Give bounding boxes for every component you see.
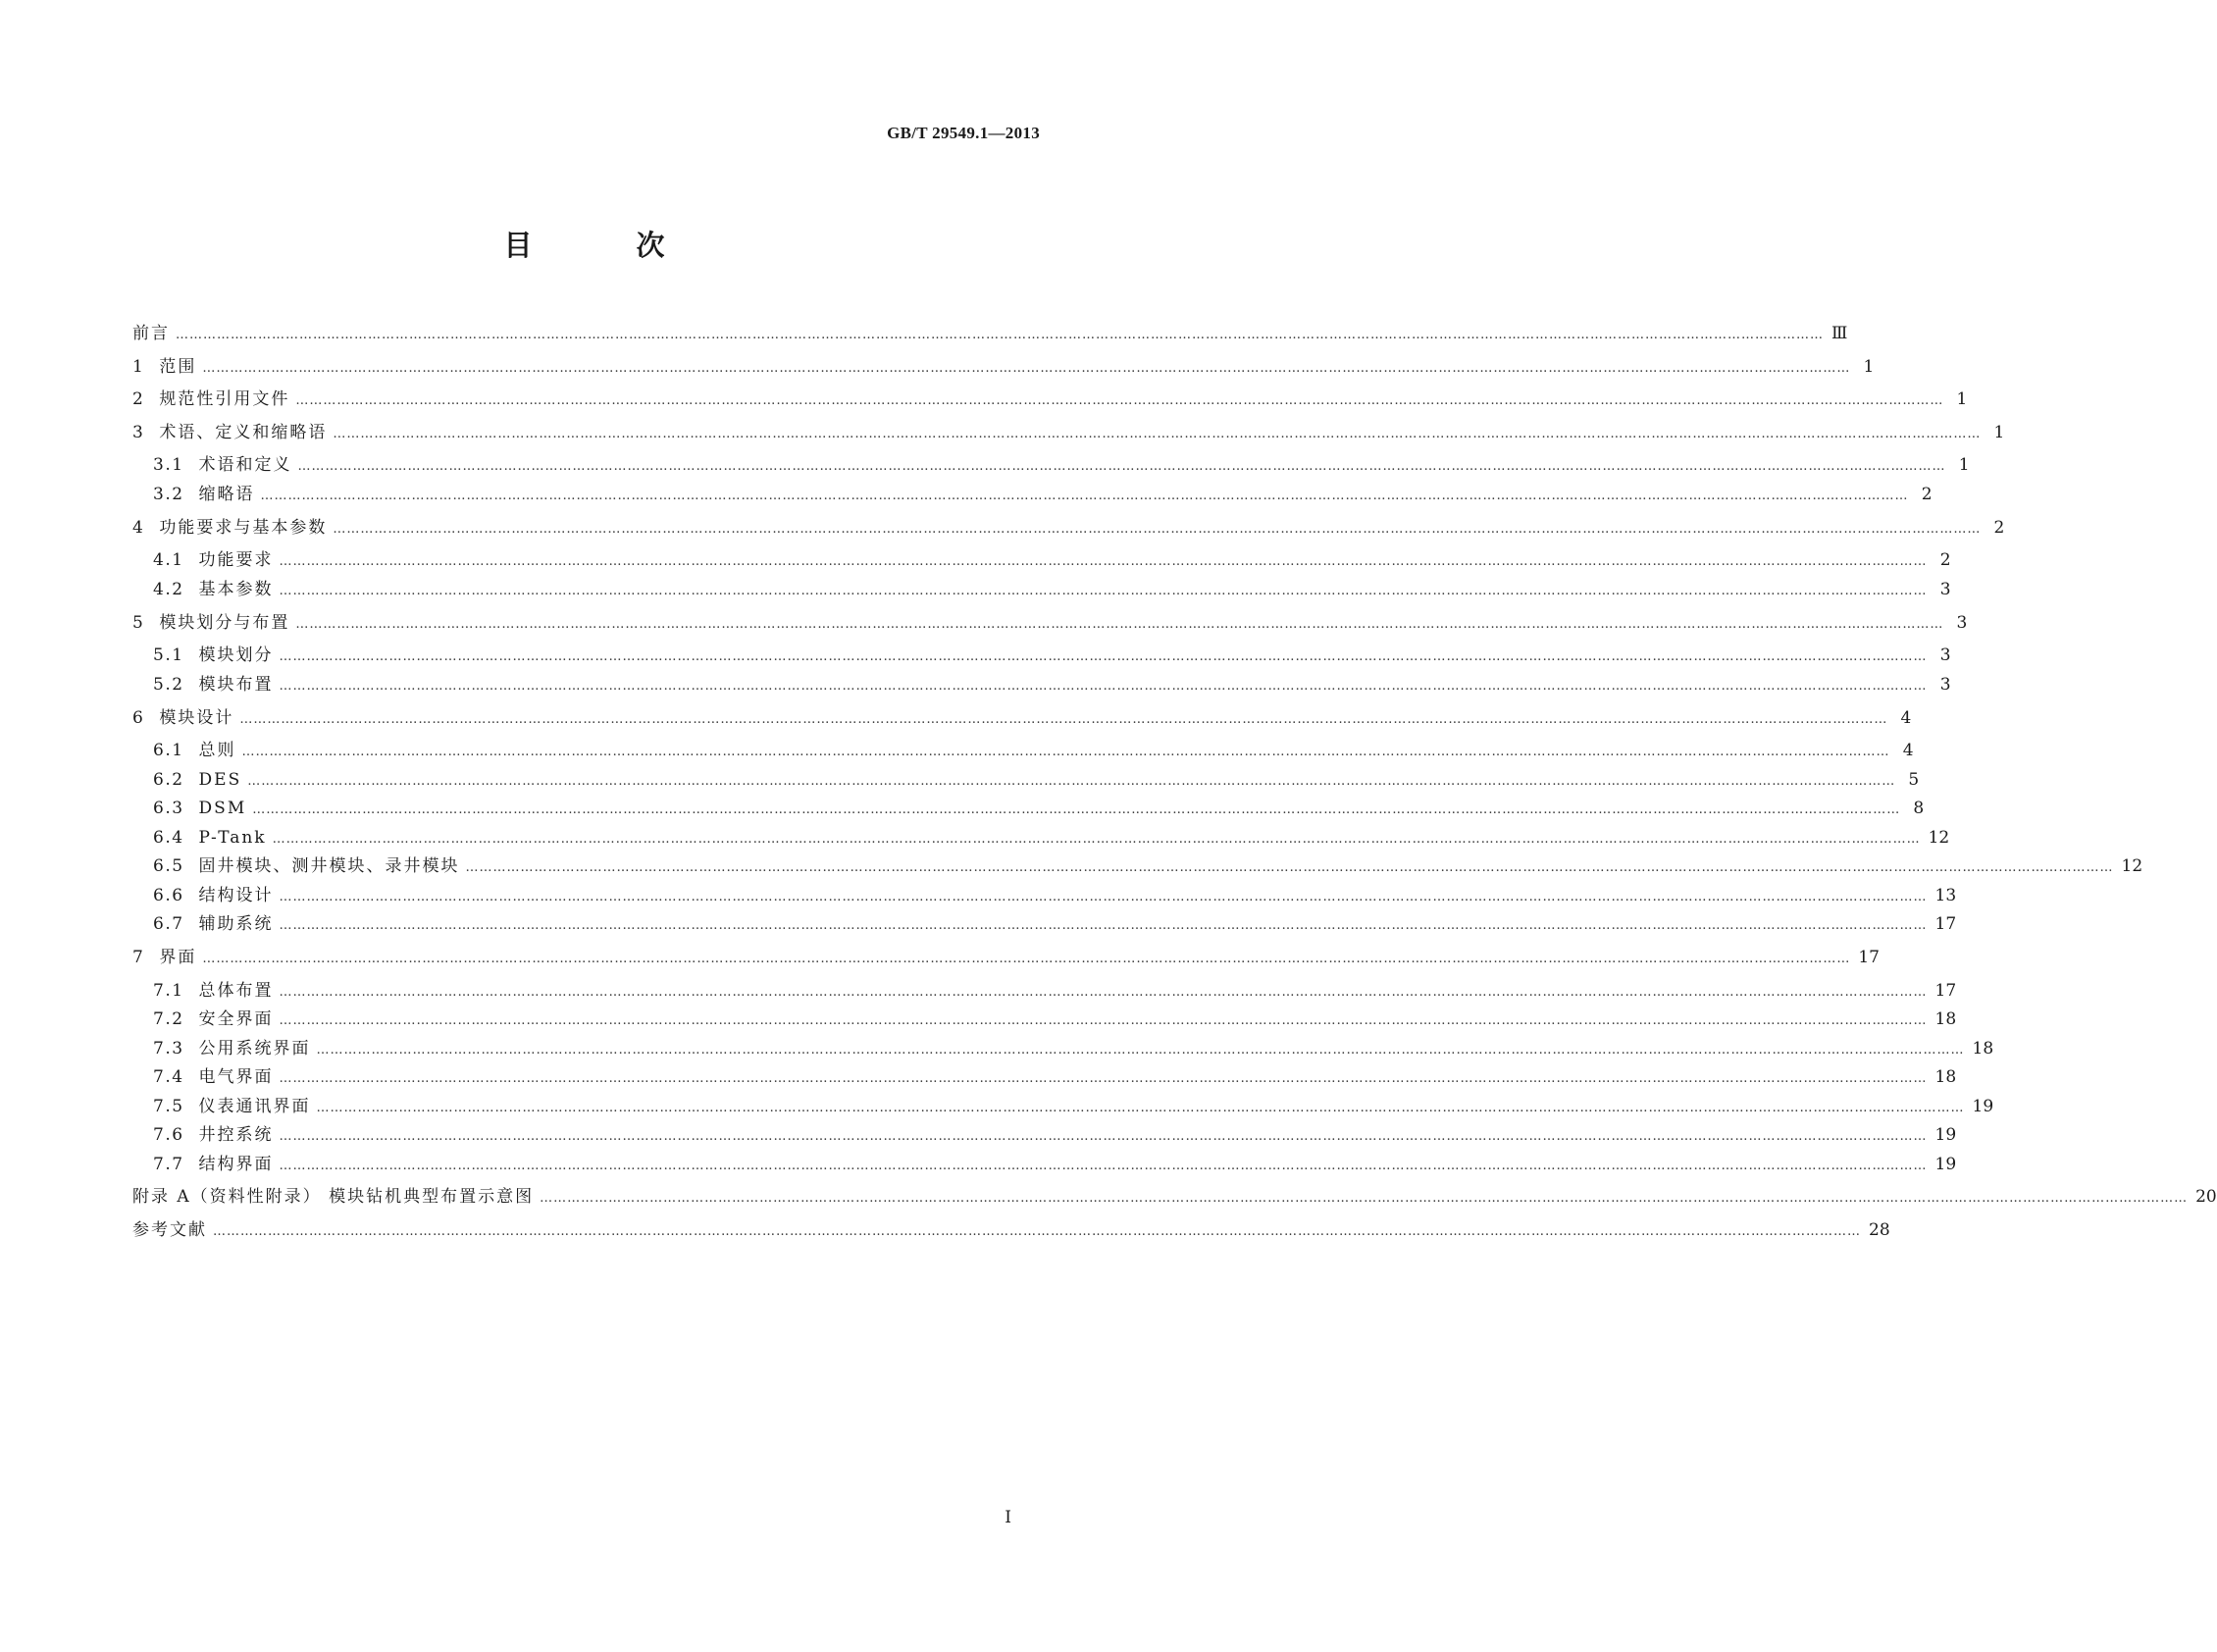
toc-entry-number: 7.2 [153, 1009, 184, 1029]
toc-entry-number: 7 [132, 948, 145, 967]
toc-entry-label: 结构界面 [198, 1155, 274, 1174]
toc-entry[interactable] [132, 1218, 1890, 1242]
toc-entry[interactable] [132, 826, 1950, 850]
toc-dot-leader: ……………………………………………………………………………………………………………………………………………………………………………………………………………………………………………………………………………………………………………………………… [213, 1224, 1861, 1239]
toc-dot-leader: ……………………………………………………………………………………………………………………………………………………………………………………………………………………………………………………………………………………………………………………………… [295, 617, 1944, 632]
toc-entry-number: 1 [132, 357, 145, 377]
toc-dot-leader: ……………………………………………………………………………………………………………………………………………………………………………………………………………………………………………………………………………………………………………………………… [279, 554, 1928, 569]
toc-entry-label: 功能要求 [198, 550, 274, 570]
toc-entry-page: 1 [1958, 455, 1970, 475]
toc-entry-label: 前言 [132, 324, 170, 343]
toc-entry-page: 19 [1972, 1097, 1994, 1116]
toc-entry-page: 4 [1902, 741, 1914, 760]
toc-entry-label: 模块划分 [198, 645, 274, 665]
toc-entry-label: 范围 [159, 357, 197, 377]
toc-entry[interactable] [132, 797, 1925, 820]
toc-entry-label: 辅助系统 [198, 914, 274, 934]
toc-entry[interactable] [132, 1095, 1994, 1118]
toc-entry-number: 7.6 [153, 1125, 184, 1145]
toc-entry[interactable] [132, 1153, 1957, 1176]
toc-entry-page: 20 [2195, 1187, 2217, 1207]
toc-entry-label: 模块划分与布置 [159, 613, 290, 633]
toc-entry-page: 1 [1993, 423, 2005, 442]
toc-entry-label: 缩略语 [198, 485, 255, 504]
toc-dot-leader: ……………………………………………………………………………………………………………………………………………………………………………………………………………………………………………………………………………………………………………………………… [176, 328, 1824, 342]
toc-entry-label: DES [198, 770, 242, 790]
toc-entry-label: 基本参数 [198, 580, 274, 599]
toc-entry-label: 仪表通讯界面 [198, 1097, 311, 1116]
toc-dot-leader: ……………………………………………………………………………………………………………………………………………………………………………………………………………………………………………………………………………………………………………………………… [465, 860, 2114, 875]
toc-entry[interactable] [132, 1185, 2217, 1209]
toc-entry-number: 7.4 [153, 1067, 184, 1087]
toc-entry-page: 4 [1900, 708, 1912, 728]
toc-dot-leader: ……………………………………………………………………………………………………………………………………………………………………………………………………………………………………………………………………………………………………………………………… [252, 802, 1901, 817]
toc-entry[interactable] [132, 1123, 1957, 1147]
toc-dot-leader: ……………………………………………………………………………………………………………………………………………………………………………………………………………………………………………………………………………………………………………………………… [297, 459, 1946, 474]
toc-dot-leader: ……………………………………………………………………………………………………………………………………………………………………………………………………………………………………………………………………………………………………………………………… [316, 1043, 1965, 1058]
toc-dot-leader: ……………………………………………………………………………………………………………………………………………………………………………………………………………………………………………………………………………………………………………………………… [279, 1071, 1928, 1086]
toc-entry-number: 6.3 [153, 799, 184, 818]
toc-entry-page: 2 [1993, 518, 2005, 538]
toc-entry-number: 4 [132, 518, 145, 538]
toc-entry[interactable] [132, 453, 1970, 477]
toc-entry[interactable] [132, 578, 1951, 601]
toc-entry-page: 28 [1869, 1220, 1890, 1240]
toc-entry[interactable] [132, 979, 1957, 1003]
toc-entry-number: 6.5 [153, 856, 184, 876]
toc-entry-label: 模块布置 [198, 675, 274, 695]
toc-dot-leader: ……………………………………………………………………………………………………………………………………………………………………………………………………………………………………………………………………………………………………………………………… [279, 985, 1928, 1000]
toc-dot-leader: ……………………………………………………………………………………………………………………………………………………………………………………………………………………………………………………………………………………………………………………………… [279, 649, 1928, 664]
toc-entry[interactable] [132, 1065, 1957, 1089]
toc-entry-label: P-Tank [198, 828, 267, 848]
toc-entry-page: 17 [1858, 948, 1880, 967]
toc-entry-label: 固井模块、测井模块、录井模块 [198, 856, 460, 876]
toc-entry-page: 19 [1934, 1125, 1957, 1145]
toc-entry-label: 电气界面 [198, 1067, 274, 1087]
toc-entry-label: 公用系统界面 [198, 1039, 311, 1058]
toc-entry[interactable] [132, 548, 1951, 572]
toc-entry-number: 5.1 [153, 645, 184, 665]
toc-entry-page: 2 [1939, 550, 1951, 570]
toc-entry-page: 3 [1956, 613, 1968, 633]
toc-entry-label: 界面 [159, 948, 197, 967]
toc-entry-label: 参考文献 [132, 1220, 207, 1240]
toc-dot-leader: ……………………………………………………………………………………………………………………………………………………………………………………………………………………………………………………………………………………………………………………………… [202, 952, 1851, 966]
toc-entry-label: 功能要求与基本参数 [159, 518, 328, 538]
toc-entry[interactable] [132, 1037, 1994, 1060]
toc-dot-leader: ……………………………………………………………………………………………………………………………………………………………………………………………………………………………………………………………………………………………………………………………… [241, 745, 1890, 759]
toc-dot-leader: ……………………………………………………………………………………………………………………………………………………………………………………………………………………………………………………………………………………………………………………………… [202, 361, 1851, 376]
toc-entry-page: 17 [1934, 981, 1957, 1001]
toc-entry[interactable] [132, 611, 1968, 635]
standard-code: GB/T 29549.1—2013 [887, 124, 1040, 142]
toc-entry-page: 1 [1863, 357, 1875, 377]
toc-entry-page: Ⅲ [1831, 324, 1848, 343]
toc-entry-number: 3 [132, 423, 145, 442]
toc-entry-number: 7.7 [153, 1155, 184, 1174]
toc-entry-label: DSM [198, 799, 247, 818]
toc-entry[interactable] [132, 421, 2005, 444]
toc-entry-number: 4.2 [153, 580, 184, 599]
toc-entry-page: 18 [1934, 1067, 1957, 1087]
toc-entry-number: 3.2 [153, 485, 184, 504]
toc-entry-page: 5 [1908, 770, 1920, 790]
toc-dot-leader: ……………………………………………………………………………………………………………………………………………………………………………………………………………………………………………………………………………………………………………………………… [333, 522, 1982, 537]
toc-entry-number: 3.1 [153, 455, 184, 475]
toc-entry[interactable] [132, 387, 1968, 411]
toc-entry[interactable] [132, 355, 1875, 379]
toc-entry[interactable] [132, 644, 1951, 667]
toc-entry-number: 6.6 [153, 886, 184, 905]
toc-dot-leader: ……………………………………………………………………………………………………………………………………………………………………………………………………………………………………………………………………………………………………………………………… [272, 832, 1921, 847]
page-number: I [1005, 1508, 1011, 1527]
toc-entry-page: 3 [1939, 675, 1951, 695]
toc-dot-leader: ……………………………………………………………………………………………………………………………………………………………………………………………………………………………………………………………………………………………………………………………… [239, 712, 1888, 727]
toc-dot-leader: ……………………………………………………………………………………………………………………………………………………………………………………………………………………………………………………………………………………………………………………………… [295, 393, 1944, 408]
toc-dot-leader: ……………………………………………………………………………………………………………………………………………………………………………………………………………………………………………………………………………………………………………………………… [279, 890, 1928, 904]
toc-entry-number: 6 [132, 708, 145, 728]
toc-dot-leader: ……………………………………………………………………………………………………………………………………………………………………………………………………………………………………………………………………………………………………………………………… [279, 918, 1928, 933]
toc-dot-leader: ……………………………………………………………………………………………………………………………………………………………………………………………………………………………………………………………………………………………………………………………… [279, 1013, 1928, 1028]
toc-entry[interactable] [132, 912, 1957, 936]
toc-entry-label: 总则 [198, 741, 236, 760]
toc-entry[interactable] [132, 854, 2143, 878]
toc-entry-page: 12 [1928, 828, 1950, 848]
toc-entry-number: 6.2 [153, 770, 184, 790]
toc-entry-number: 6.4 [153, 828, 184, 848]
toc-entry-page: 2 [1921, 485, 1933, 504]
toc-entry-label: 总体布置 [198, 981, 274, 1001]
toc-entry-label: 术语、定义和缩略语 [159, 423, 328, 442]
toc-entry[interactable] [132, 768, 1920, 792]
toc-entry-page: 3 [1939, 645, 1951, 665]
toc-entry[interactable] [132, 673, 1951, 697]
toc-entry-page: 8 [1913, 799, 1925, 818]
toc-entry-number: 6.1 [153, 741, 184, 760]
toc-entry[interactable] [132, 1007, 1957, 1031]
toc-entry-page: 18 [1934, 1009, 1957, 1029]
toc-entry[interactable] [132, 483, 1933, 506]
toc-entry-label: 附录 A（资料性附录） 模块钻机典型布置示意图 [132, 1187, 535, 1207]
toc-entry-number: 7.1 [153, 981, 184, 1001]
toc-entry-number: 7.3 [153, 1039, 184, 1058]
toc-entry-label: 术语和定义 [198, 455, 292, 475]
toc-entry[interactable] [132, 322, 1848, 345]
toc-entry[interactable] [132, 516, 2005, 540]
toc-entry-number: 2 [132, 389, 145, 409]
toc-dot-leader: ……………………………………………………………………………………………………………………………………………………………………………………………………………………………………………………………………………………………………………………………… [316, 1101, 1965, 1115]
toc-entry-page: 17 [1934, 914, 1957, 934]
toc-entry[interactable] [132, 884, 1957, 907]
toc-entry-page: 13 [1934, 886, 1957, 905]
toc-entry-page: 12 [2121, 856, 2143, 876]
toc-dot-leader: ……………………………………………………………………………………………………………………………………………………………………………………………………………………………………………………………………………………………………………………………… [247, 774, 1896, 789]
toc-dot-leader: ……………………………………………………………………………………………………………………………………………………………………………………………………………………………………………………………………………………………………………………………… [260, 489, 1909, 503]
toc-dot-leader: ……………………………………………………………………………………………………………………………………………………………………………………………………………………………………………………………………………………………………………………………… [279, 679, 1928, 694]
toc-entry-number: 4.1 [153, 550, 184, 570]
toc-entry-number: 7.5 [153, 1097, 184, 1116]
toc-entry-label: 规范性引用文件 [159, 389, 290, 409]
toc-dot-leader: ……………………………………………………………………………………………………………………………………………………………………………………………………………………………………………………………………………………………………………………………… [279, 1129, 1928, 1144]
toc-dot-leader: ……………………………………………………………………………………………………………………………………………………………………………………………………………………………………………………………………………………………………………………………… [333, 427, 1982, 441]
toc-entry[interactable] [132, 739, 1914, 762]
toc-dot-leader: ……………………………………………………………………………………………………………………………………………………………………………………………………………………………………………………………………………………………………………………………… [540, 1191, 2189, 1206]
toc-entry-number: 5.2 [153, 675, 184, 695]
toc-dot-leader: ……………………………………………………………………………………………………………………………………………………………………………………………………………………………………………………………………………………………………………………………… [279, 1159, 1928, 1173]
page-title: 目 次 [503, 229, 712, 262]
toc-entry-page: 1 [1956, 389, 1968, 409]
toc-entry-number: 6.7 [153, 914, 184, 934]
toc-entry-label: 安全界面 [198, 1009, 274, 1029]
toc-entry-label: 模块设计 [159, 708, 234, 728]
toc-entry-number: 5 [132, 613, 145, 633]
toc-entry-page: 18 [1972, 1039, 1994, 1058]
toc-entry-label: 结构设计 [198, 886, 274, 905]
toc-entry-label: 井控系统 [198, 1125, 274, 1145]
toc-entry[interactable] [132, 706, 1912, 730]
toc-entry-page: 19 [1934, 1155, 1957, 1174]
toc-entry-page: 3 [1939, 580, 1951, 599]
toc-entry[interactable] [132, 946, 1880, 969]
toc-dot-leader: ……………………………………………………………………………………………………………………………………………………………………………………………………………………………………………………………………………………………………………………………… [279, 584, 1928, 598]
